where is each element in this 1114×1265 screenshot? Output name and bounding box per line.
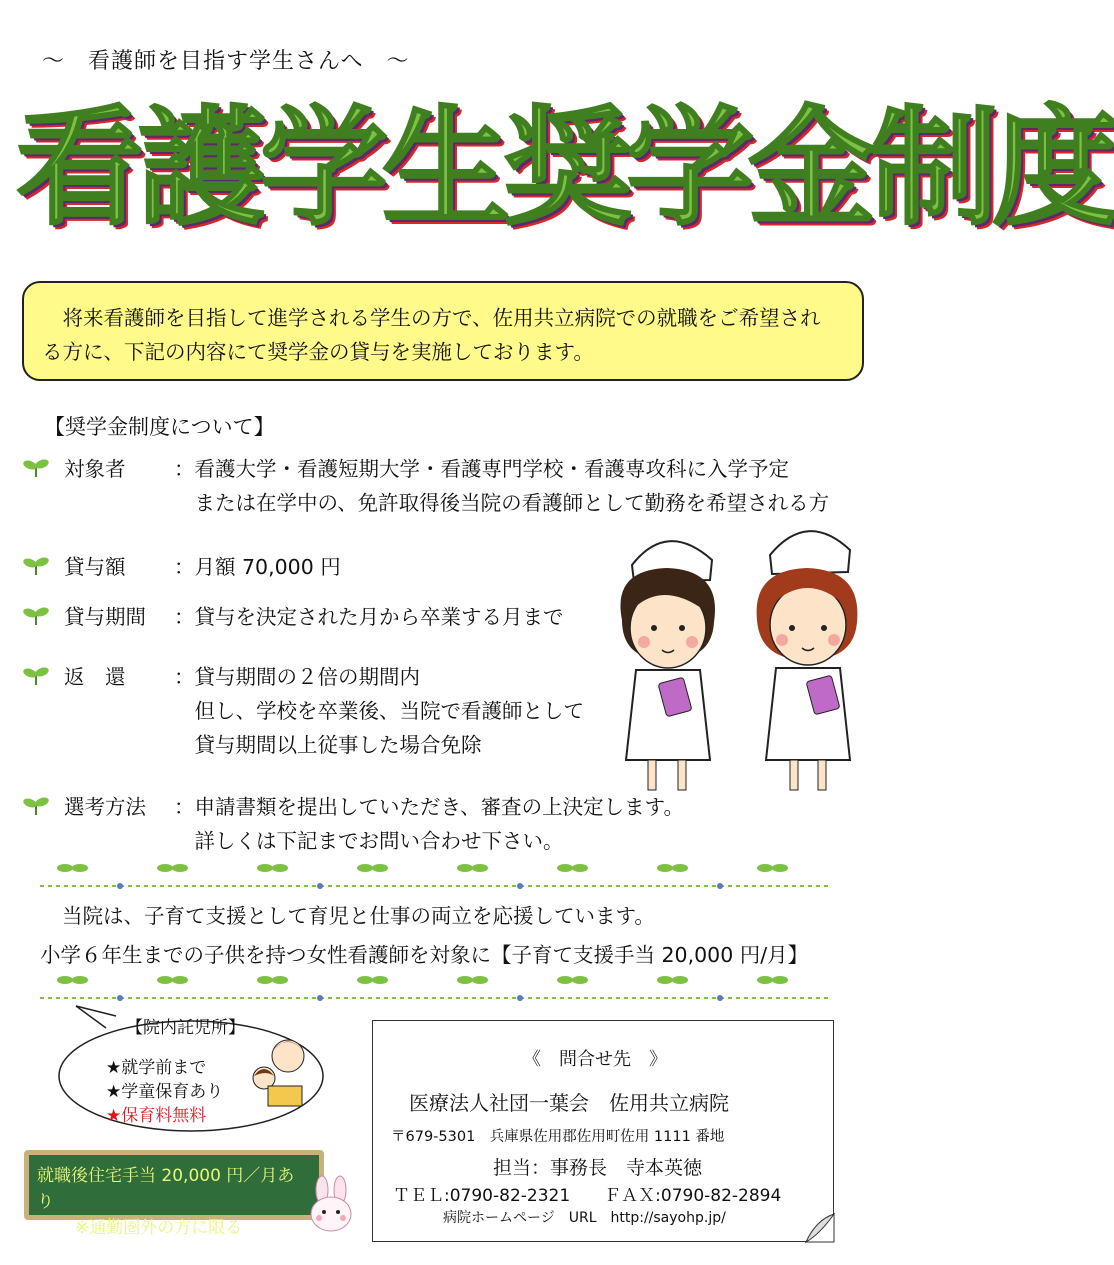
page-curl-icon bbox=[806, 1214, 836, 1244]
nursery-title: 【院内託児所】 bbox=[126, 1018, 245, 1038]
intro-line-2: る方に、下記の内容にて奨学金の貸与を実施しております。 bbox=[42, 340, 594, 364]
item-value: ：看護大学・看護短期大学・看護専門学校・看護専攻科に入学予定 bbox=[174, 457, 789, 481]
childcare-line-1: 当院は、子育て支援として育児と仕事の両立を応援しています。 bbox=[62, 904, 655, 928]
intro-box bbox=[22, 281, 864, 381]
housing-line-1: 就職後住宅手当 20,000 円／月あり bbox=[37, 1166, 295, 1212]
item-value: または在学中の、免許取得後当院の看護師として勤務を希望される方 bbox=[174, 491, 830, 515]
star-icon: ★ bbox=[106, 1106, 122, 1126]
sprout-icon bbox=[22, 794, 50, 816]
item-label: 貸与期間 bbox=[64, 605, 146, 629]
rabbit-illustration bbox=[302, 1178, 362, 1238]
housing-blackboard bbox=[24, 1150, 324, 1238]
subtitle: ～ 看護師を目指す学生さんへ ～ bbox=[42, 49, 410, 74]
item-label: 貸与額 bbox=[64, 555, 146, 579]
housing-line-2: ※通勤圏外の方に限る bbox=[75, 1218, 243, 1238]
nurses-illustration bbox=[592, 510, 872, 800]
vine-divider bbox=[40, 970, 830, 1008]
contact-address: 〒679-5301 兵庫県佐用郡佐用町佐用 1111 番地 bbox=[391, 1129, 725, 1145]
intro-line-1: 将来看護師を目指して進学される学生の方で、佐用共立病院での就職をご希望され bbox=[42, 306, 821, 330]
item-value: 詳しくは下記までお問い合わせ下さい。 bbox=[174, 829, 564, 853]
contact-box bbox=[372, 1020, 834, 1242]
contact-phone: ＴＥＬ:0790-82-2321 ＦＡＸ:0790-82-2894 bbox=[393, 1186, 782, 1206]
item-label: 選考方法 bbox=[64, 795, 146, 819]
sprout-icon bbox=[22, 456, 50, 478]
childcare-line-2: 小学６年生までの子供を持つ女性看護師を対象に【子育て支援手当 20,000 円/月】 bbox=[40, 943, 809, 967]
item-value: ：月額 70,000 円 bbox=[174, 555, 341, 579]
sprout-icon bbox=[22, 554, 50, 576]
item-label: 返 還 bbox=[64, 665, 146, 689]
item-label: 対象者 bbox=[64, 457, 146, 481]
item-value: 貸与期間以上従事した場合免除 bbox=[174, 733, 482, 757]
vine-divider bbox=[40, 858, 830, 896]
sprout-icon bbox=[22, 664, 50, 686]
item-value: ：貸与を決定された月から卒業する月まで bbox=[174, 605, 564, 629]
nursery-highlight bbox=[106, 1104, 206, 1128]
item-value: 但し、学校を卒業後、当院で看護師として bbox=[174, 699, 584, 723]
contact-org: 医療法人社団一葉会 佐用共立病院 bbox=[409, 1091, 729, 1115]
section-heading: 【奨学金制度について】 bbox=[44, 415, 275, 439]
nursery-item: ★学童保育あり bbox=[106, 1082, 224, 1102]
nursery-item: ★就学前まで bbox=[106, 1058, 207, 1078]
page-title: 看護学生奨学金制度 bbox=[16, 94, 1114, 243]
item-value: ：申請書類を提出していただき、審査の上決定します。 bbox=[174, 795, 685, 819]
nursery-free-label: 保育料無料 bbox=[121, 1106, 207, 1126]
contact-heading: 《 問合せ先 》 bbox=[523, 1049, 667, 1070]
contact-web: 病院ホームページ URL http://sayohp.jp/ bbox=[443, 1210, 726, 1226]
item-value: ：貸与期間の２倍の期間内 bbox=[174, 665, 420, 689]
contact-person: 担当：事務長 寺本英徳 bbox=[493, 1157, 703, 1179]
sprout-icon bbox=[22, 604, 50, 626]
